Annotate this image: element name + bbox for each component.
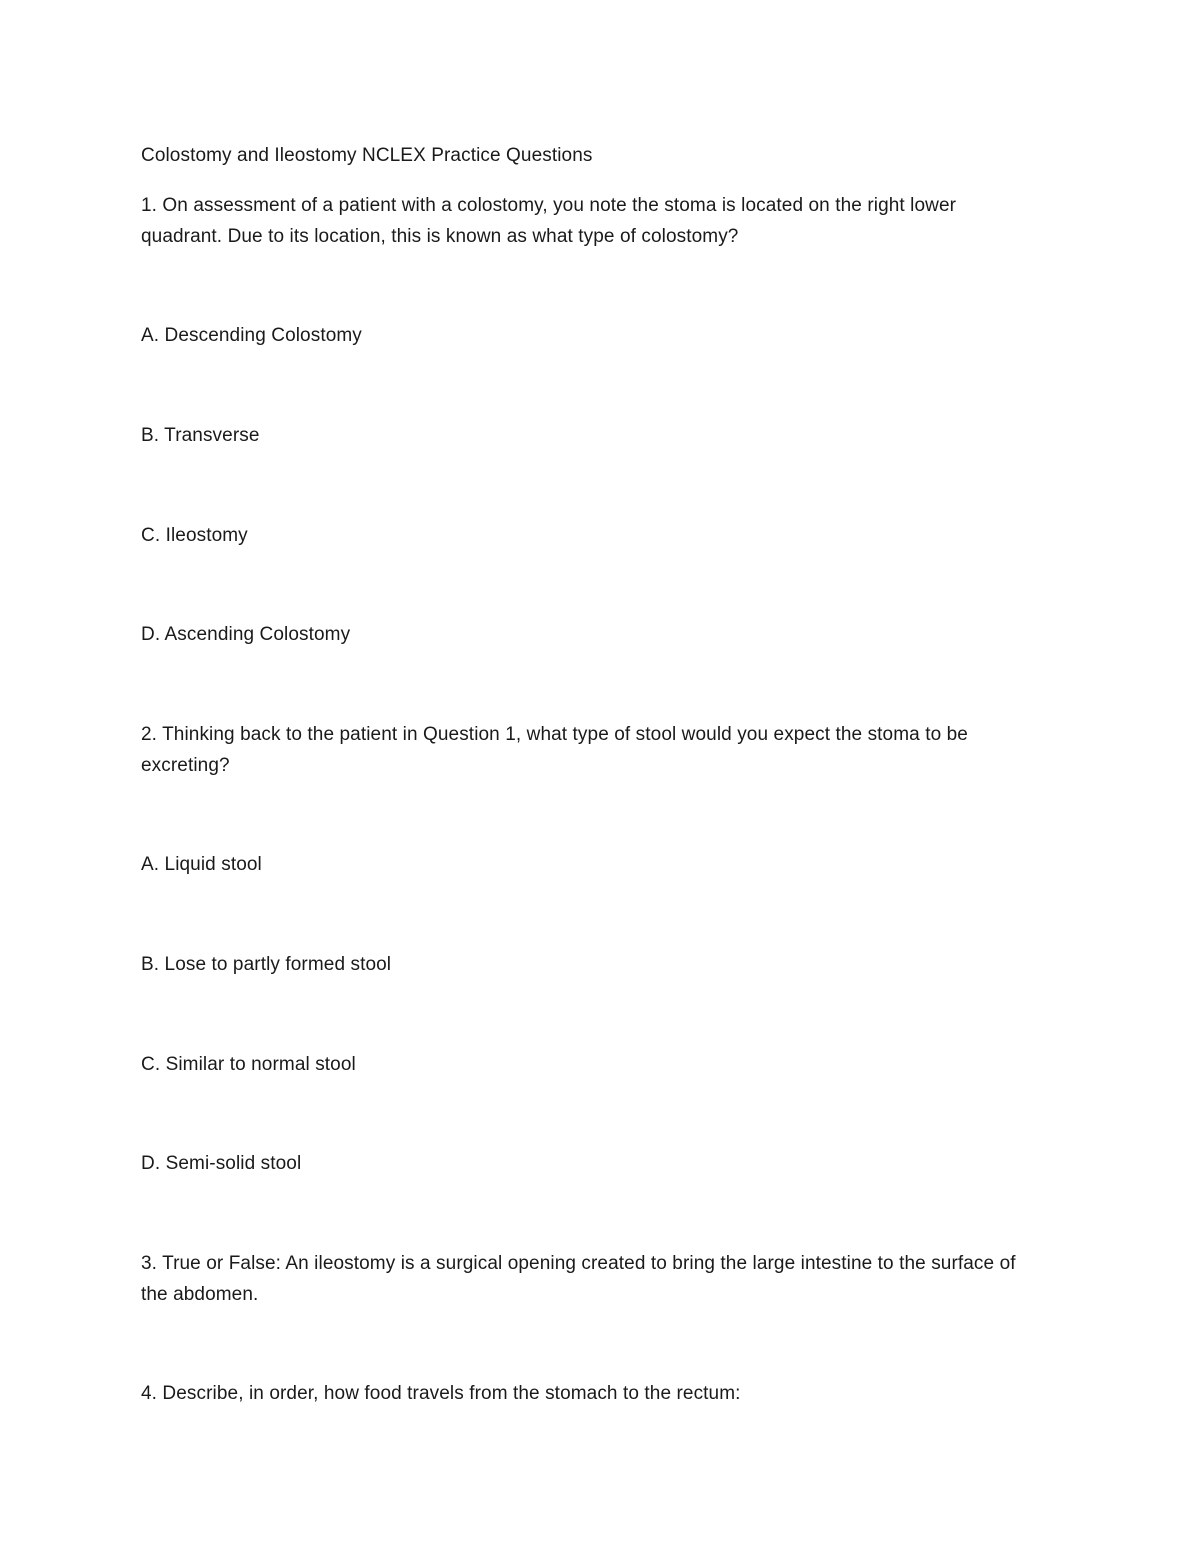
question-2-option-d: D. Semi-solid stool	[141, 1153, 302, 1174]
question-3-text-line-1: 3. True or False: An ileostomy is a surgical opening created to bring the large intestine to the surface of	[141, 1253, 1016, 1274]
question-4-text-line-1: 4. Describe, in order, how food travels from the stomach to the rectum:	[141, 1383, 741, 1404]
question-1-option-d: D. Ascending Colostomy	[141, 624, 351, 645]
question-1-text-line-1: 1. On assessment of a patient with a colostomy, you note the stoma is located on the right lower	[141, 195, 957, 216]
document-title: Colostomy and Ileostomy NCLEX Practice Questions	[141, 145, 593, 166]
question-1-option-c: C. Ileostomy	[141, 525, 248, 546]
question-1-option-b: B. Transverse	[141, 425, 260, 446]
question-2-option-c: C. Similar to normal stool	[141, 1054, 356, 1075]
question-2-text-line-1: 2. Thinking back to the patient in Question 1, what type of stool would you expect the stoma to be	[141, 724, 968, 745]
question-3-text-line-2: the abdomen.	[141, 1284, 259, 1305]
question-2-text-line-2: excreting?	[141, 755, 230, 776]
question-2-option-b: B. Lose to partly formed stool	[141, 954, 392, 975]
question-1-text-line-2: quadrant. Due to its location, this is known as what type of colostomy?	[141, 226, 739, 247]
question-1-option-a: A. Descending Colostomy	[141, 325, 362, 346]
question-2-option-a: A. Liquid stool	[141, 854, 262, 875]
